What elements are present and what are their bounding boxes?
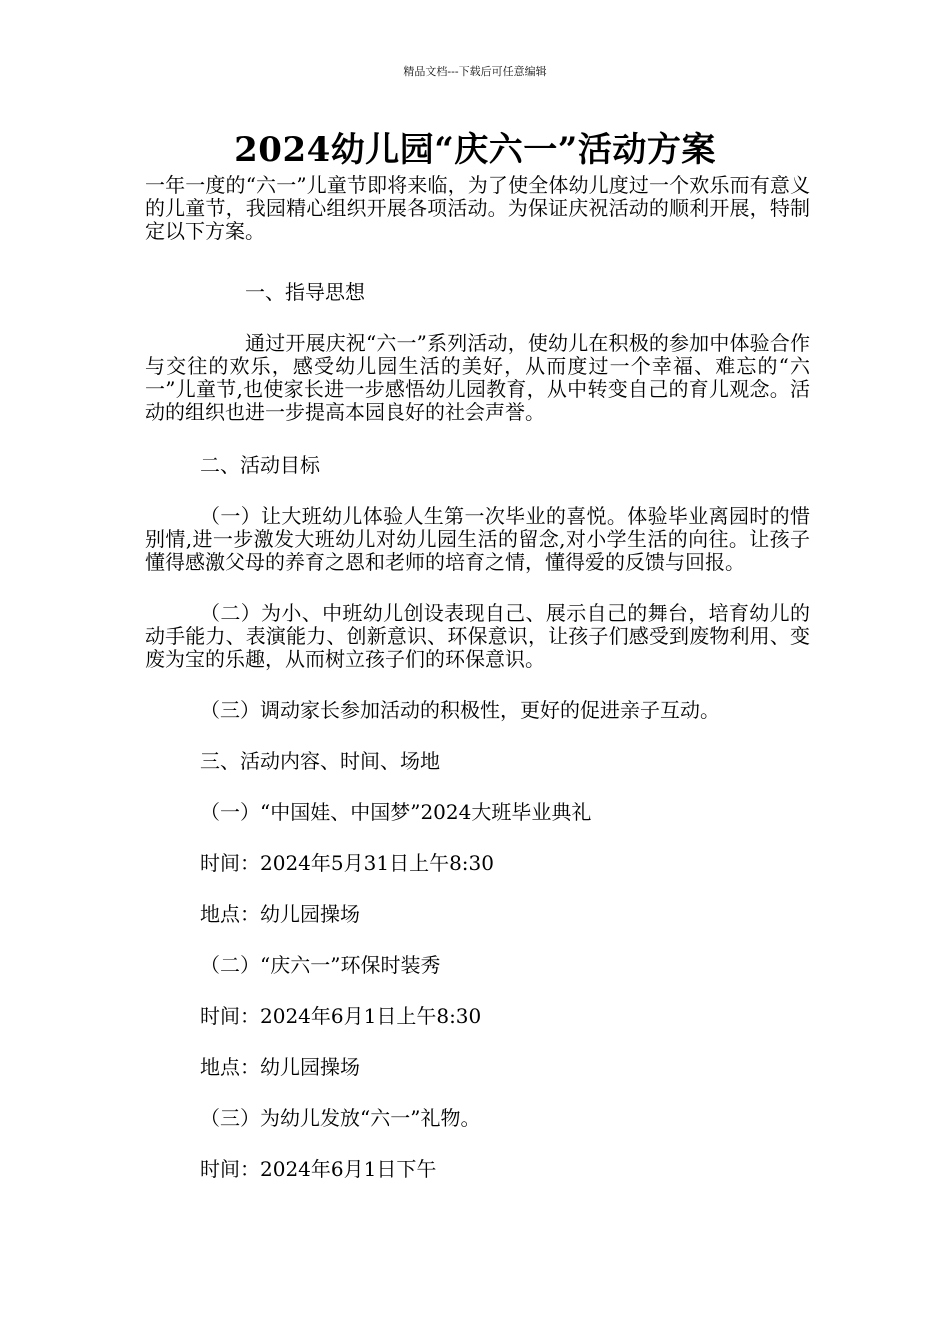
activity2-place: 地点：幼儿园操场: [200, 1055, 360, 1079]
activity2-title: （二）“庆六一”环保时装秀: [200, 953, 441, 977]
document-title: 2024幼儿园“庆六一”活动方案: [234, 130, 716, 170]
section3-heading: 三、活动内容、时间、场地: [200, 749, 440, 773]
goal3-paragraph: （三）调动家长参加活动的积极性，更好的促进亲子互动。: [200, 698, 720, 722]
activity3-time: 时间：2024年6月1日下午: [200, 1157, 437, 1181]
section2-heading: 二、活动目标: [200, 453, 320, 477]
activity1-place: 地点：幼儿园操场: [200, 902, 360, 926]
activity2-time: 时间：2024年6月1日上午8:30: [200, 1004, 482, 1028]
activity1-title: （一）“中国娃、中国梦”2024大班毕业典礼: [200, 800, 592, 824]
activity1-time: 时间：2024年5月31日上午8:30: [200, 851, 494, 875]
section1-heading: 一、指导思想: [245, 280, 365, 304]
section1-body: 通过开展庆祝“六一”系列活动，使幼儿在积极的参加中体验合作与交往的欢乐，感受幼儿园生活的美好，从而度过一个幸福、难忘的“六一”儿童节,也使家长进一步感悟幼儿园教育，从中转变自己的育儿观念。活动的组织也进一步提高本园良好的社会声誉。: [145, 331, 810, 424]
goal1-paragraph: （一）让大班幼儿体验人生第一次毕业的喜悦。体验毕业离园时的惜别情,进一步激发大班幼儿对幼儿园生活的留念,对小学生活的向往。让孩子懂得感激父母的养育之恩和老师的培育之情，懂得爱的反馈与回报。: [145, 504, 810, 574]
intro-paragraph: 一年一度的“六一”儿童节即将来临，为了使全体幼儿度过一个欢乐而有意义的儿童节，我园精心组织开展各项活动。为保证庆祝活动的顺利开展，特制定以下方案。: [145, 173, 810, 243]
page-header: 精品文档---下载后可任意编辑: [403, 65, 547, 78]
goal2-paragraph: （二）为小、中班幼儿创设表现自己、展示自己的舞台，培育幼儿的动手能力、表演能力、创新意识、环保意识，让孩子们感受到废物利用、变废为宝的乐趣，从而树立孩子们的环保意识。: [145, 601, 810, 671]
document-body: [145, 174, 810, 1181]
activity3-title: （三）为幼儿发放“六一”礼物。: [200, 1106, 481, 1130]
